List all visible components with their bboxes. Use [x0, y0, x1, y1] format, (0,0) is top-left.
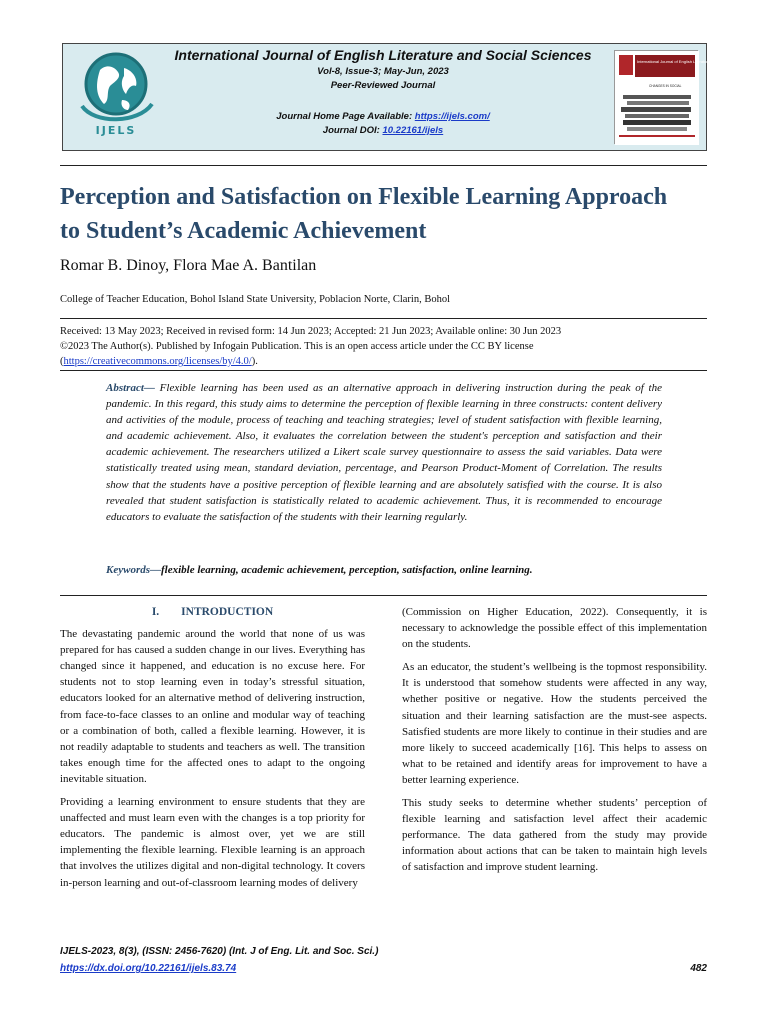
- article-doi-link[interactable]: https://dx.doi.org/10.22161/ijels.83.74: [60, 963, 237, 974]
- section-heading: [60, 604, 365, 620]
- affiliation: College of Teacher Education, Bohol Island State University, Poblacion Norte, Clarin, Bohol: [60, 294, 451, 305]
- section-number: I.: [151, 606, 160, 618]
- license-link[interactable]: https://creativecommons.org/licenses/by/4.0/: [63, 356, 252, 367]
- volume-issue: Vol-8, Issue-3; May-Jun, 2023: [317, 66, 449, 77]
- article-history: [60, 324, 700, 369]
- article-title: Perception and Satisfaction on Flexible Learning Approach to Student’s Academic Achievement: [60, 184, 668, 244]
- right-column: [402, 604, 707, 883]
- abstract-label: Abstract—: [106, 382, 155, 394]
- keywords-list: flexible learning, academic achievement, perception, satisfaction, online learning.: [161, 564, 533, 576]
- abstract-text: Flexible learning has been used as an alternative approach in delivering instruction during the peak of the pandemic. In this regard, this study aims to determine the perception of flexible learning in three constructs: content delivery and activities of the module, process of teaching and teaching strategies; level of student satisfaction with flexible learning, and academic achievement. Also, it evaluates the correlation between the student's perception and satisfaction and their academic achievement. The researchers utilized a Likert scale survey questionnaire to assess the said variables. Data were statistically treated using mean, standard deviation, percentage, and Pearson Product-Moment of Correlation. The results show that the students have a positive perception of flexible learning and are absolutely satisfied with the course. It is also revealed that student satisfaction is statistically related to academic achievement. Thus, it is recommended to encourage educators to evaluate the satisfaction of the students with their learning regularly.: [106, 382, 662, 523]
- section-title: INTRODUCTION: [181, 606, 274, 618]
- paragraph: The devastating pandemic around the world that none of us was prepared for has caused a sudden change in our lives. Everything has changed since it happened, and education is no excuse here. For students not to stop learning even in today’s stressful situation, educators looked for an alternative method of delivering instruction, from face-to-face classes to an online and modular way of teaching or a combination of both, called a flexible learning. However, it is not readily adaptable to students and teachers as well. The transition takes enough time for the affected ones to adapt to the ongoing inevitable situation.: [60, 628, 365, 785]
- abstract-divider: [60, 595, 707, 596]
- affiliation-divider: [60, 318, 707, 319]
- page-footer: [60, 946, 707, 974]
- journal-title: International Journal of English Literature and Social Sciences: [174, 47, 592, 63]
- homepage-label: Journal Home Page Available:: [276, 111, 415, 122]
- review-type: Peer-Reviewed Journal: [330, 80, 436, 91]
- journal-header: [62, 43, 748, 151]
- cover-subtitle: CHANGES IN SOCIAL: [649, 84, 682, 88]
- received-dates: Received: 13 May 2023; Received in revised form: 14 Jun 2023; Accepted: 21 Jun 2023; Available online: 30 Jun 2023: [60, 326, 562, 337]
- homepage-line: [163, 111, 603, 122]
- paragraph: (Commission on Higher Education, 2022). Consequently, it is necessary to acknowledge the possible effect of this implementation on the students.: [402, 606, 707, 651]
- logo-text: IJELS: [95, 124, 137, 137]
- paragraph: As an educator, the student’s wellbeing is the topmost responsibility. It is understood that somehow students were affected in any way, whether positive or negative. How the students perceived the situation and their learning satisfaction are the must-see aspects. Satisfied students are more likely to continue in their studies and are more likely to succeed academically [16]. This helps to assess on what to be retained and identify areas for improvement to have a better learning experience.: [402, 661, 707, 786]
- abstract: [106, 380, 662, 525]
- globe-icon: [74, 48, 158, 124]
- citation-line: IJELS-2023, 8(3), (ISSN: 2456-7620) (Int. J of Eng. Lit. and Soc. Sci.): [60, 946, 379, 957]
- history-divider: [60, 370, 707, 371]
- copyright-line: ©2023 The Author(s). Published by Infogain Publication. This is an open access article under the CC BY license: [60, 341, 534, 352]
- paragraph: Providing a learning environment to ensure students that they are unaffected and must learn even with the changes is a top priority for educators. The pandemic is almost over, yet we are still implementing the flexible learning. Flexible learning is an approach that involves the utilizes digital and non-digital technology. It covers in-person learning and out-of-classroom learning modes of delivery: [60, 796, 365, 889]
- doi-link[interactable]: 10.22161/ijels: [382, 125, 444, 136]
- license-line: (https://creativecommons.org/licenses/by/4.0/).: [60, 356, 258, 367]
- keywords-label: Keywords—: [106, 564, 161, 576]
- journal-info: [163, 44, 603, 136]
- authors: Romar B. Dinoy, Flora Mae A. Bantilan: [60, 257, 317, 274]
- homepage-link[interactable]: https://ijels.com/: [414, 111, 490, 122]
- page-number: 482: [690, 963, 707, 974]
- journal-cover-image: [614, 50, 748, 144]
- keywords: [106, 564, 666, 576]
- doi-line: [163, 125, 603, 136]
- cover-title: International Journal of English Literature and Social Sciences: [637, 59, 748, 64]
- paragraph: This study seeks to determine whether students’ perception of flexible learning and satisfaction level affect their academic performance. The data gathered from the study may provide information about actions that can be taken to maintain high levels of satisfaction and improve student learning.: [402, 797, 707, 874]
- doi-label: Journal DOI:: [322, 125, 383, 136]
- header-divider: [60, 165, 707, 166]
- journal-logo: [74, 48, 158, 148]
- left-column: [60, 604, 365, 898]
